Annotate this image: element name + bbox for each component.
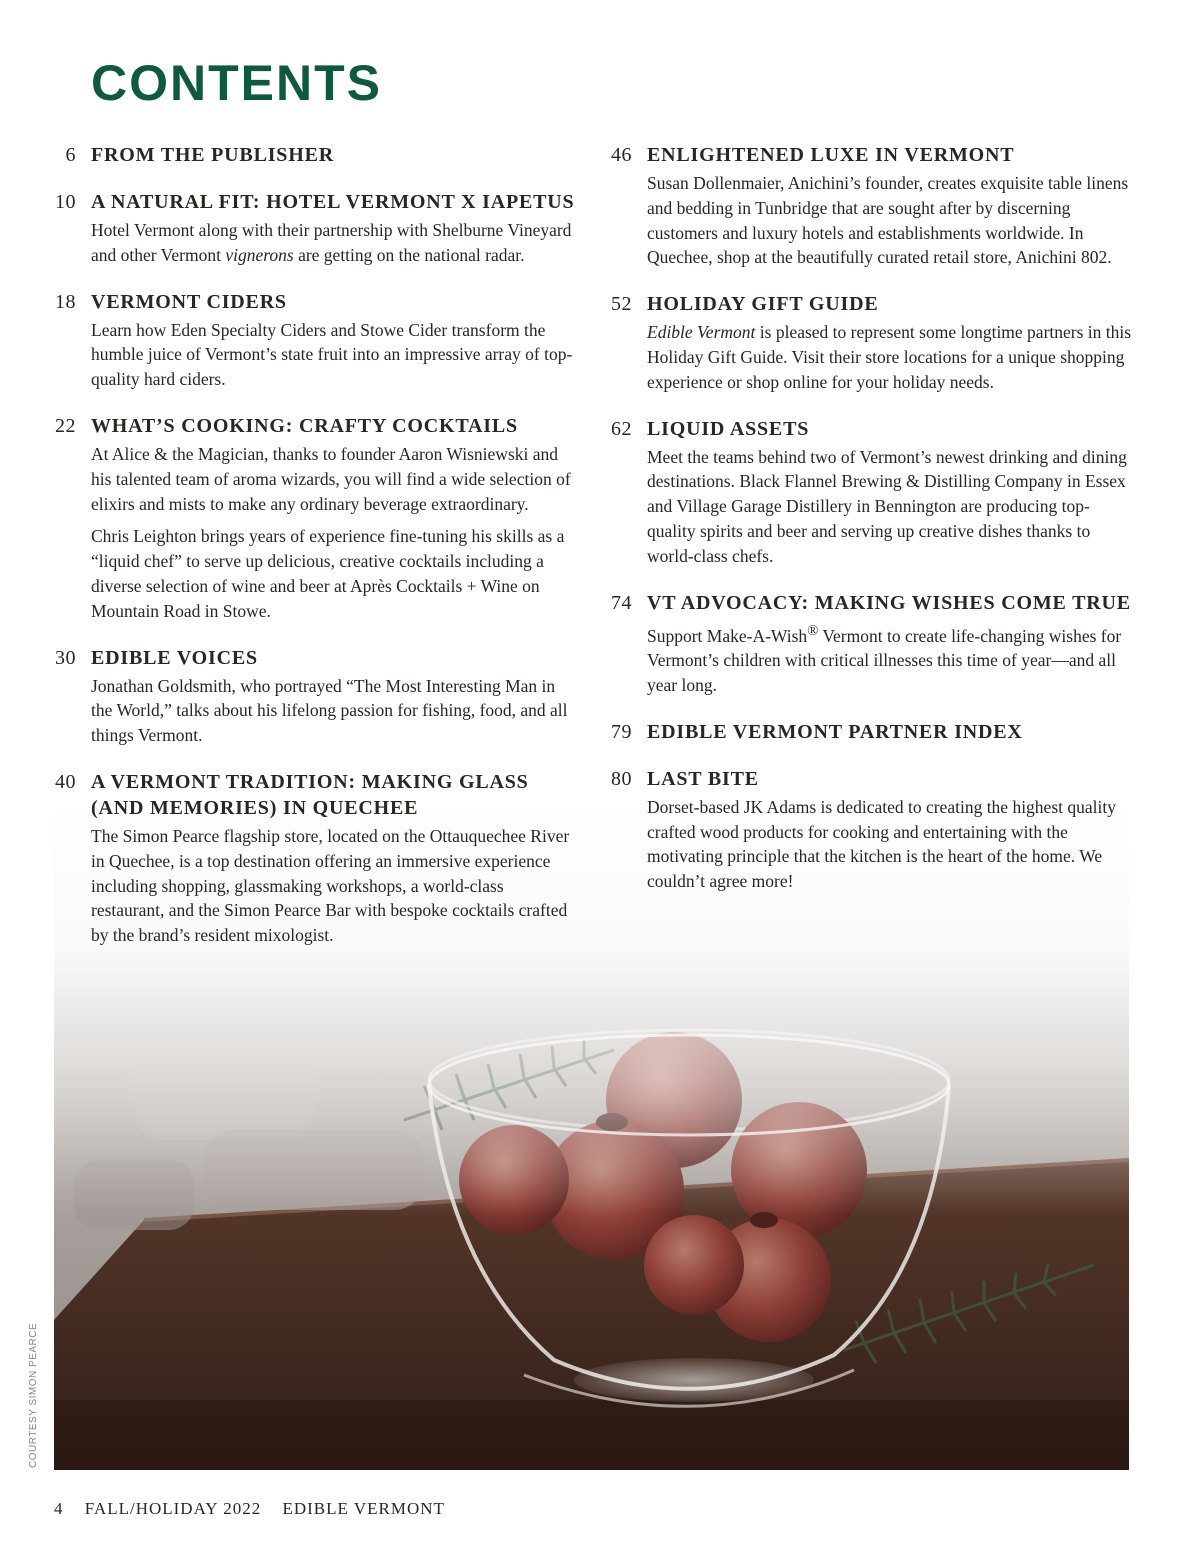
footer-publication: EDIBLE VERMONT <box>282 1499 445 1518</box>
entry-description: The Simon Pearce flagship store, located on the Ottauquechee River in Quechee, is a top destination offering an immersive experience including shopping, glassmaking workshops, a world-class restaurant, and the Simon Pearce Bar with bespoke cocktails crafted by the brand’s resident mixologist. <box>91 825 570 946</box>
contents-entry <box>40 289 580 392</box>
entry-title: EDIBLE VERMONT PARTNER INDEX <box>647 720 1023 743</box>
entry-description: At Alice & the Magician, thanks to founder Aaron Wisniewski and his talented team of aroma wizards, you will find a wide selection of elixirs and mists to make any ordinary beverage extraordinary. <box>91 443 571 514</box>
entry-page-number: 22 <box>55 414 76 437</box>
entry-description: Hotel Vermont along with their partnership with Shelburne Vineyard and other Vermont vignerons are getting on the national radar. <box>91 220 572 265</box>
entry-page-number: 10 <box>55 191 76 213</box>
entry-description: Support Make-A-Wish® Vermont to create life-changing wishes for Vermont’s children with critical illnesses this time of year—and all year long. <box>647 622 1122 695</box>
entry-title: HOLIDAY GIFT GUIDE <box>647 293 879 316</box>
entry-description: Jonathan Goldsmith, who portrayed “The Most Interesting Man in the World,” talks about his lifelong passion for fishing, food, and all things Vermont. <box>91 675 568 746</box>
entry-page-number: 80 <box>611 767 632 790</box>
entry-title: WHAT’S COOKING: CRAFTY COCKTAILS <box>91 414 518 437</box>
entry-description: Chris Leighton brings years of experience fine-tuning his skills as a “liquid chef” to serve up delicious, creative cocktails including a diverse selection of wine and beer at Après Cocktails + Wine on Mountain Road in Stowe. <box>91 526 565 621</box>
contents-entry <box>40 645 580 748</box>
page-title: CONTENTS <box>91 55 382 111</box>
contents-entry <box>596 590 1136 698</box>
entry-description: Susan Dollenmaier, Anichini’s founder, creates exquisite table linens and bedding in Tunbridge that are sought after by discerning customers and luxury hotels and establishments worldwide. In Quechee, shop at the beautifully curated retail store, Anichini 802. <box>647 173 1129 268</box>
entry-page-number: 46 <box>611 144 632 166</box>
entry-title: EDIBLE VOICES <box>91 646 258 669</box>
entry-page-number: 52 <box>611 293 632 316</box>
entry-description: Learn how Eden Specialty Ciders and Stowe Cider transform the humble juice of Vermont’s state fruit into an impressive array of top-quality hard ciders. <box>91 319 573 390</box>
contents-entry <box>596 766 1136 894</box>
entry-title: LAST BITE <box>647 767 759 790</box>
entry-title: FROM THE PUBLISHER <box>91 144 334 166</box>
entry-title: VT ADVOCACY: MAKING WISHES COME TRUE <box>647 591 1131 614</box>
entry-description: Meet the teams behind two of Vermont’s newest drinking and dining destinations. Black Flannel Brewing & Distilling Company in Essex and Village Garage Distillery in Bennington are producing top-quality spirits and beer and serving up creative dishes thanks to world-class chefs. <box>647 446 1127 566</box>
contents-entry <box>596 142 1136 270</box>
contents-entry <box>596 291 1136 394</box>
contents-entry <box>40 142 580 168</box>
entry-title: VERMONT CIDERS <box>91 290 287 313</box>
entry-page-number: 18 <box>55 290 76 313</box>
footer-issue: FALL/HOLIDAY 2022 <box>84 1499 262 1518</box>
contents-entry <box>596 719 1136 745</box>
entry-page-number: 40 <box>55 770 76 793</box>
entry-description: Dorset-based JK Adams is dedicated to creating the highest quality crafted wood products for cooking and entertaining with the motivating principle that the kitchen is the heart of the home. We couldn’t agree more! <box>647 796 1116 892</box>
entry-page-number: 6 <box>65 144 76 166</box>
entry-title: LIQUID ASSETS <box>647 417 810 440</box>
contents-entry <box>596 416 1136 569</box>
contents-right-column <box>596 142 1136 915</box>
entry-description: Edible Vermont is pleased to represent some longtime partners in this Holiday Gift Guide. Visit their store locations for a unique shopping experience or shop online for your holiday needs. <box>647 322 1132 392</box>
contents-entry <box>40 189 580 268</box>
entry-page-number: 79 <box>611 720 632 743</box>
contents-entry <box>40 413 580 624</box>
footer-page-number: 4 <box>54 1499 64 1518</box>
entry-page-number: 62 <box>611 417 632 440</box>
photo-credit: COURTESY SIMON PEARCE <box>28 1322 39 1468</box>
entry-title: A NATURAL FIT: HOTEL VERMONT X IAPETUS <box>91 191 575 213</box>
entry-title: A VERMONT TRADITION: MAKING GLASS (AND MEMORIES) IN QUECHEE <box>91 770 529 819</box>
entry-page-number: 30 <box>55 646 76 669</box>
contents-left-column <box>40 142 580 969</box>
entry-page-number: 74 <box>611 591 632 614</box>
entry-title: ENLIGHTENED LUXE IN VERMONT <box>647 144 1015 166</box>
page-footer <box>54 1499 461 1519</box>
contents-entry <box>40 769 580 948</box>
